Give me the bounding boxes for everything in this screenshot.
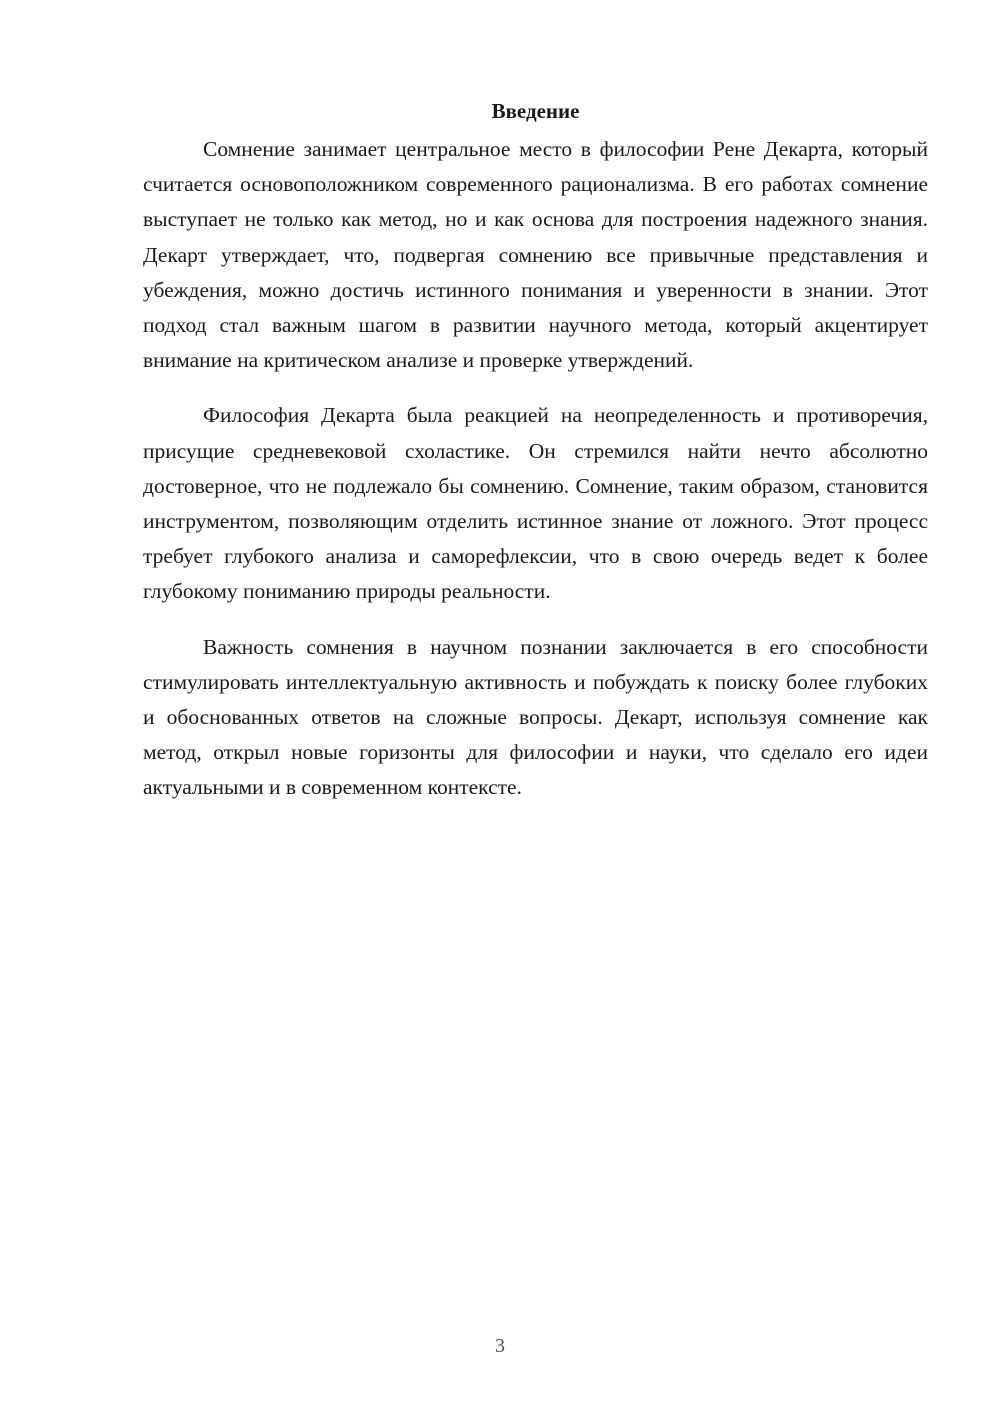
paragraph-3: Важность сомнения в научном познании заключается в его способности стимулировать интеллектуальную активность и побуждать к поиску более глубоких и обоснованных ответов на сложные вопросы. Декарт, используя сомнение как метод, открыл новые горизонты для философии и науки, что сделало его идеи актуальными и в современном контексте. bbox=[143, 634, 928, 800]
section-heading: Введение bbox=[491, 99, 580, 123]
page-content bbox=[143, 96, 928, 826]
paragraph-1: Сомнение занимает центральное место в философии Рене Декарта, который считается основоположником современного рационализма. В его работах сомнение выступает не только как метод, но и как основа для построения надежного знания. Декарт утверждает, что, подвергая сомнению все привычные представления и убеждения, можно достичь истинного понимания и уверенности в знании. Этот подход стал важным шагом в развитии научного метода, который акцентирует внимание на критическом анализе и проверке утверждений. bbox=[143, 137, 928, 373]
page-number: 3 bbox=[495, 1335, 505, 1357]
paragraph-2: Философия Декарта была реакцией на неопределенность и противоречия, присущие средневековой схоластике. Он стремился найти нечто абсолютно достоверное, что не подлежало бы сомнению. Сомнение, таким образом, становится инструментом, позволяющим отделить истинное знание от ложного. Этот процесс требует глубокого анализа и саморефлексии, что в свою очередь ведет к более глубокому пониманию природы реальности. bbox=[143, 403, 928, 604]
